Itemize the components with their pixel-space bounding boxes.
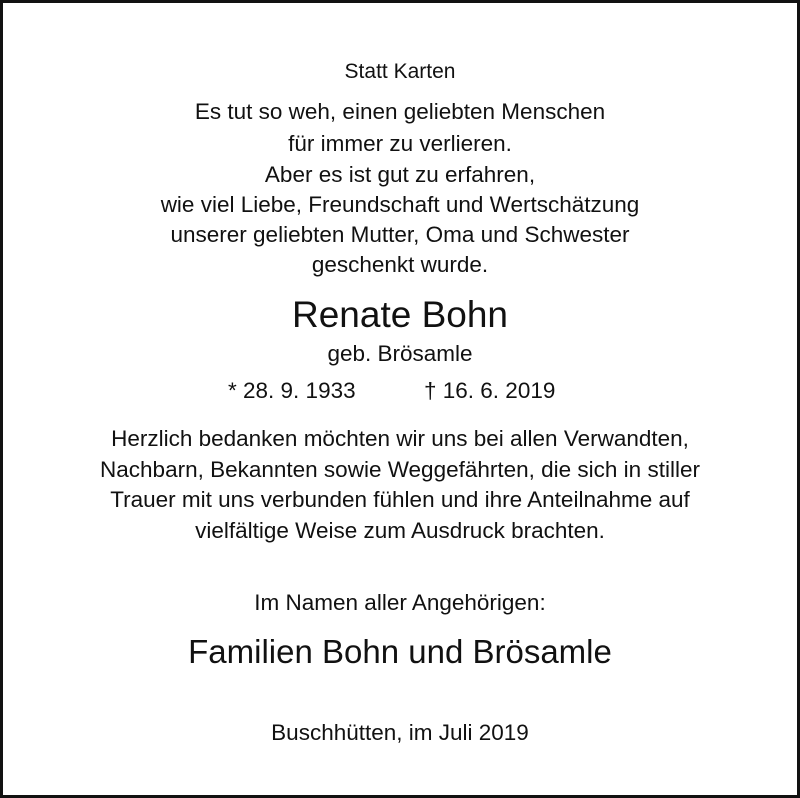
poem-line: Es tut so weh, einen geliebten Menschen (194, 99, 606, 124)
thanks-line: Trauer mit uns verbunden fühlen und ihre Anteilnahme auf (110, 487, 690, 512)
poem-line: für immer zu verlieren. (288, 131, 512, 156)
thanks-line: Herzlich bedanken möchten wir uns bei allen Verwandten, (111, 426, 689, 451)
maiden-name: geb. Brösamle (327, 341, 473, 366)
poem-line: unserer geliebten Mutter, Oma und Schwester (170, 222, 630, 247)
birth-date: * 28. 9. 1933 (228, 378, 356, 403)
poem-line: wie viel Liebe, Freundschaft und Wertschätzung (160, 192, 640, 217)
deceased-name: Renate Bohn (291, 294, 508, 335)
place-date: Buschhütten, im Juli 2019 (271, 720, 529, 745)
on-behalf-line: Im Namen aller Angehörigen: (254, 590, 546, 615)
death-date: † 16. 6. 2019 (424, 378, 556, 403)
poem-line: Aber es ist gut zu erfahren, (264, 162, 536, 187)
notice-header: Statt Karten (344, 60, 456, 83)
poem-line: geschenkt wurde. (311, 252, 489, 277)
families-signature: Familien Bohn und Brösamle (188, 633, 612, 670)
thanks-line: vielfältige Weise zum Ausdruck brachten. (195, 518, 605, 543)
thanks-line: Nachbarn, Bekannten sowie Weggefährten, die sich in stiller (100, 457, 700, 482)
